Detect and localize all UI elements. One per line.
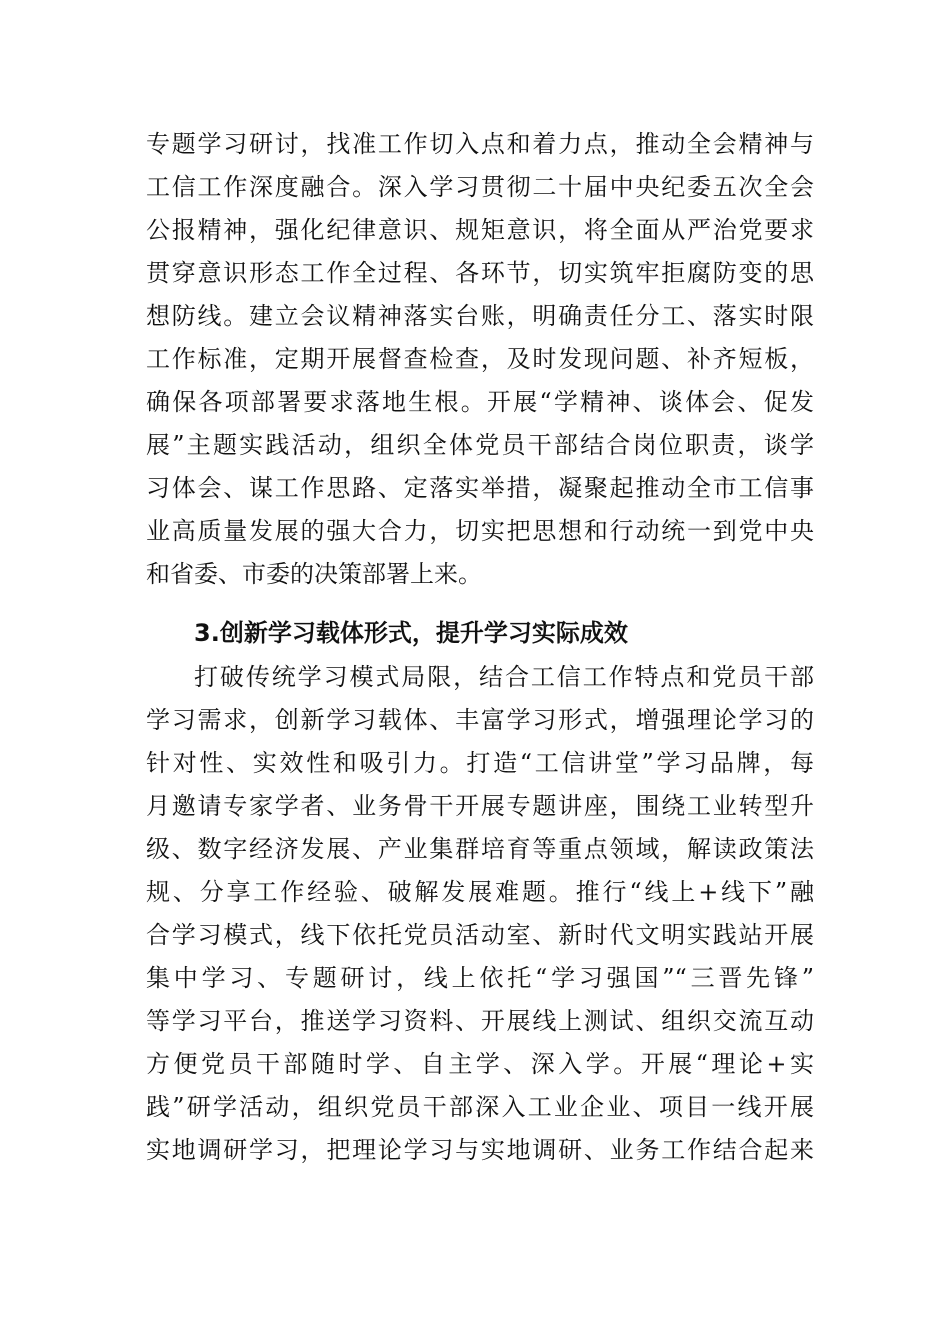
paragraph-line: 级、数字经济发展、产业集群培育等重点领域，解读政策法	[146, 835, 814, 863]
paragraph-line: 践”研学活动，组织党员干部深入工业企业、项目一线开展	[146, 1093, 814, 1121]
paragraph-line: 工作标准，定期开展督查检查，及时发现问题、补齐短板，	[146, 345, 814, 373]
paragraph-line: 展”主题实践活动，组织全体党员干部结合岗位职责，谈学	[146, 431, 814, 459]
paragraph-line: 习体会、谋工作思路、定落实举措，凝聚起推动全市工信事	[146, 474, 814, 502]
paragraph-line: 专题学习研讨，找准工作切入点和着力点，推动全会精神与	[146, 130, 814, 158]
paragraph-line: 和省委、市委的决策部署上来。	[146, 560, 482, 588]
paragraph-line: 工信工作深度融合。深入学习贯彻二十届中央纪委五次全会	[146, 173, 814, 201]
paragraph-line: 学习需求，创新学习载体、丰富学习形式，增强理论学习的	[146, 706, 814, 734]
paragraph-line: 方便党员干部随时学、自主学、深入学。开展“理论+实	[146, 1050, 814, 1078]
paragraph-line: 实地调研学习，把理论学习与实地调研、业务工作结合起来	[146, 1136, 814, 1164]
paragraph-line: 贯穿意识形态工作全过程、各环节，切实筑牢拒腐防变的思	[146, 259, 814, 287]
paragraph-line: 月邀请专家学者、业务骨干开展专题讲座，围绕工业转型升	[146, 792, 814, 820]
paragraph-line: 规、分享工作经验、破解发展难题。推行“线上+线下”融	[146, 878, 814, 906]
paragraph-line: 合学习模式，线下依托党员活动室、新时代文明实践站开展	[146, 921, 814, 949]
paragraph-line: 集中学习、专题研讨，线上依托“学习强国”“三晋先锋”	[146, 964, 814, 992]
paragraph-line: 业高质量发展的强大合力，切实把思想和行动统一到党中央	[146, 517, 814, 545]
paragraph-line: 等学习平台，推送学习资料、开展线上测试、组织交流互动	[146, 1007, 814, 1035]
paragraph-line: 公报精神，强化纪律意识、规矩意识，将全面从严治党要求	[146, 216, 814, 244]
paragraph-line: 针对性、实效性和吸引力。打造“工信讲堂”学习品牌，每	[146, 749, 814, 777]
paragraph-line: 确保各项部署要求落地生根。开展“学精神、谈体会、促发	[146, 388, 814, 416]
paragraph-line: 打破传统学习模式局限，结合工信工作特点和党员干部	[194, 663, 814, 691]
paragraph-line: 想防线。建立会议精神落实台账，明确责任分工、落实时限	[146, 302, 814, 330]
section-heading: 3.创新学习载体形式，提升学习实际成效	[194, 619, 628, 647]
